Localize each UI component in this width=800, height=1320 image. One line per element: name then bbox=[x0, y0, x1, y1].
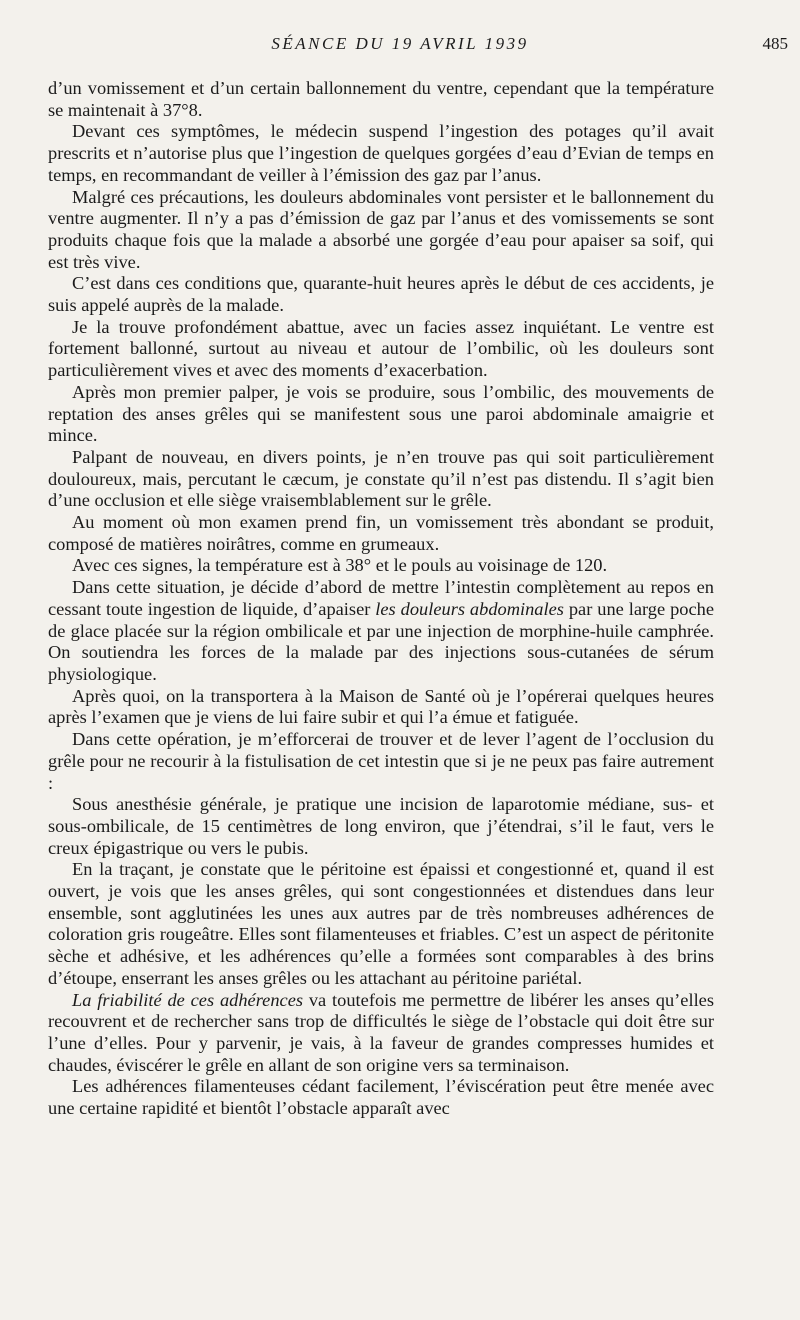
body-text bbox=[48, 78, 714, 1120]
paragraph: Sous anesthésie générale, je pratique une incision de laparotomie médiane, sus- et sous-ombilicale, de 15 centimètres de long environ, que j’étendrai, s’il le faut, vers le creux épigastrique ou vers le pubis. bbox=[48, 794, 714, 858]
paragraph-text: par une large poche de glace placée sur la région ombilicale et par une injection de morphine-huile camphrée. On soutiendra les forces de la malade par des injections sous-cutanées de sérum physiologique. bbox=[48, 598, 714, 684]
paragraph: d’un vomissement et d’un certain ballonnement du ventre, cependant que la température se maintenait à 37°8. bbox=[48, 78, 714, 120]
page-header bbox=[0, 34, 800, 60]
paragraph: Les adhérences filamenteuses cédant facilement, l’éviscération peut être menée avec une certaine rapidité et bientôt l’obstacle apparaît avec bbox=[48, 1076, 714, 1119]
paragraph: Je la trouve profondément abattue, avec un facies assez inquiétant. Le ventre est fortement ballonné, surtout au niveau et autour de l’ombilic, où les douleurs sont particulièrement vives et avec des moments d’exacerbation. bbox=[48, 316, 714, 381]
paragraph bbox=[48, 990, 714, 1077]
italic-phrase: les douleurs abdominales bbox=[375, 598, 564, 619]
paragraph: Dans cette opération, je m’efforcerai de trouver et de lever l’agent de l’occlusion du grêle pour ne recourir à la fistulisation de cet intestin que si je ne peux pas faire autrement : bbox=[48, 729, 714, 793]
paragraph-text: va toutefois me permettre de libérer les anses qu’elles recouvrent et de rechercher sans trop de difficultés le siège de l’obstacle qui doit être sur l’une d’elles. Pour y parvenir, je vais, à la faveur de grandes compresses humides et chaudes, éviscérer le grêle en allant de son origine vers sa terminaison. bbox=[48, 989, 714, 1075]
paragraph: Avec ces signes, la température est à 38° et le pouls au voisinage de 120. bbox=[72, 555, 608, 576]
paragraph: Au moment où mon examen prend fin, un vomissement très abondant se produit, composé de matières noirâtres, comme en grumeaux. bbox=[48, 512, 714, 554]
paragraph-text: Dans cette situation, je décide d’abord de mettre l’intestin complètement au repos en cessant toute ingestion de liquide, d’apaiser bbox=[48, 577, 714, 619]
paragraph: En la traçant, je constate que le péritoine est épaissi et congestionné et, quand il est ouvert, je vois que les anses grêles, qui sont congestionnées et distendues dans leur ensemble, sont agglutinées les unes aux autres par de très nombreuses adhérences de coloration gris rougeâtre. Elles sont filamenteuses et friables. C’est un aspect de péritonite sèche et adhésive, et les adhérences qu’elle a formées sont comparables à des brins d’étoupe, enserrant les anses grêles ou les attachant au péritoine pariétal. bbox=[48, 859, 714, 988]
paragraph: Palpant de nouveau, en divers points, je n’en trouve pas qui soit particulièrement douloureux, mais, percutant le cæcum, je constate qu’il n’est pas distendu. Il s’agit bien d’une occlusion et elle siège vraisemblablement sur le grêle. bbox=[48, 446, 714, 511]
paragraph: Après mon premier palper, je vois se produire, sous l’ombilic, des mouvements de reptation des anses grêles qui se manifestent sous une paroi abdominale amaigrie et mince. bbox=[48, 381, 714, 446]
paragraph: Malgré ces précautions, les douleurs abdominales vont persister et le ballonnement du ventre augmenter. Il n’y a pas d’émission de gaz par l’anus et des vomissements se sont produits chaque fois que la malade a absorbé une gorgée d’eau pour apaiser sa soif, qui est très vive. bbox=[48, 186, 714, 272]
paragraph: Devant ces symptômes, le médecin suspend l’ingestion des potages qu’il avait prescrits et n’autorise plus que l’ingestion de quelques gorgées d’eau d’Evian de temps en temps, en recommandant de veiller à l’émission des gaz par l’anus. bbox=[48, 121, 714, 185]
page-number: 485 bbox=[762, 34, 788, 53]
paragraph: C’est dans ces conditions que, quarante-huit heures après le début de ces accidents, je suis appelé auprès de la malade. bbox=[48, 273, 714, 316]
italic-phrase: La friabilité de ces adhérences bbox=[72, 989, 304, 1010]
paragraph: Après quoi, on la transportera à la Maison de Santé où je l’opérerai quelques heures après l’examen que je viens de lui faire subir et qui l’a émue et fatiguée. bbox=[48, 685, 714, 728]
paragraph bbox=[48, 577, 714, 686]
running-title: SÉANCE DU 19 AVRIL 1939 bbox=[271, 34, 529, 53]
